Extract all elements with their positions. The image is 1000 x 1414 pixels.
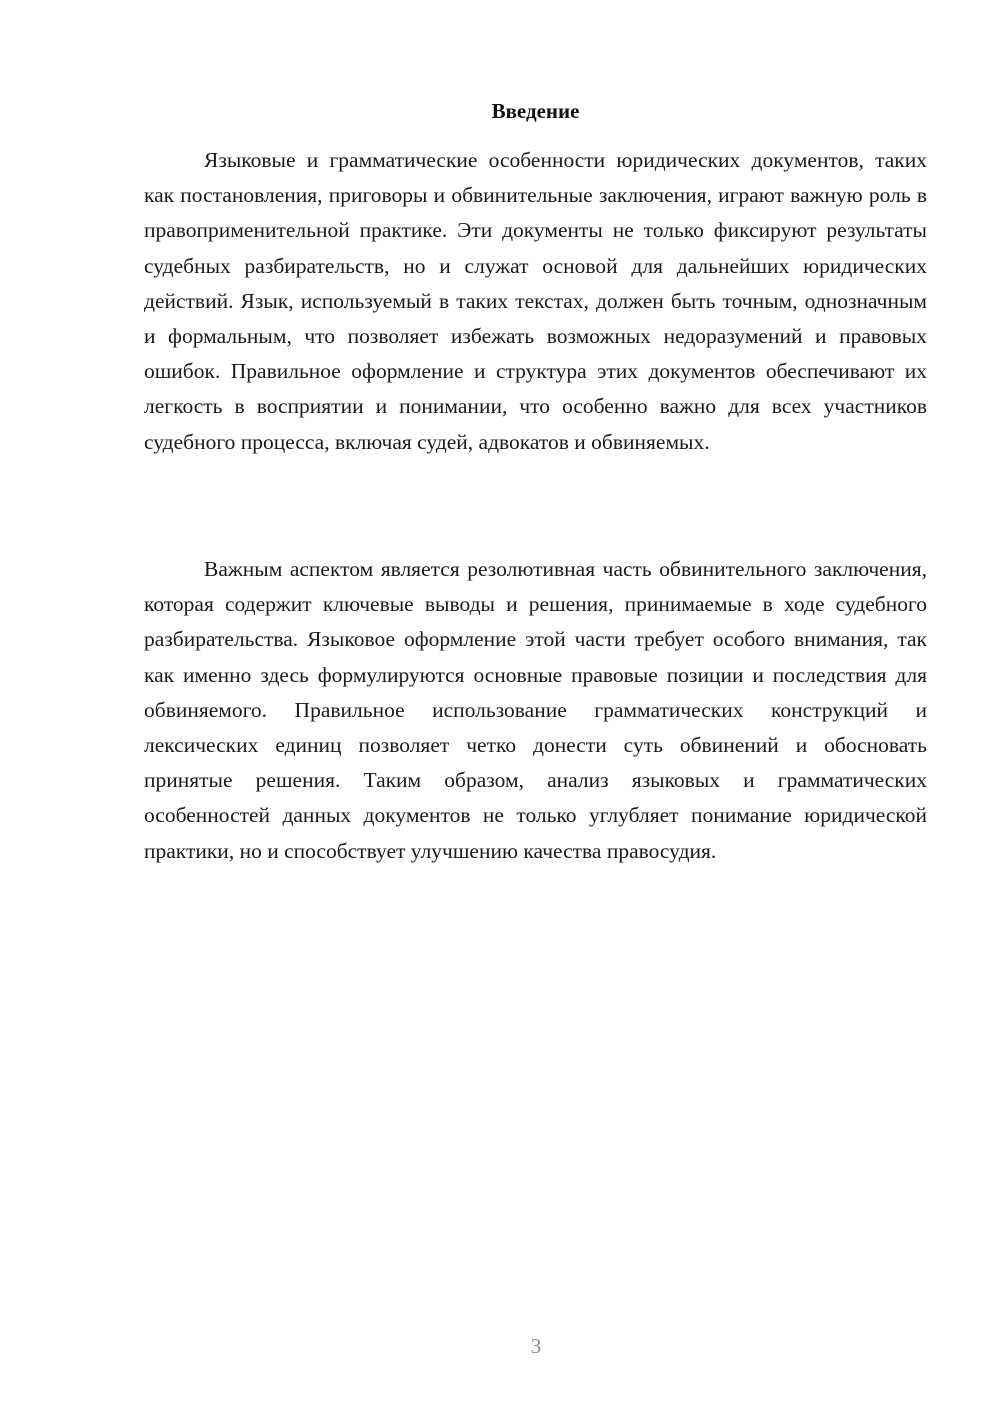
paragraph-resolution: Важным аспектом является резолютивная часть обвинительного заключения, которая содержит ключевые выводы и решения, принимаемые в ходе судебного разбирательства. Языковое оформление этой части требует особого внимания, так как именно здесь формулируются основные правовые позиции и последствия для обвиняемого. Правильное использование грамматических конструкций и лексических единиц позволяет четко донести суть обвинений и обосновать принятые решения. Таким образом, анализ языковых и грамматических особенностей данных документов не только углубляет понимание юридической практики, но и способствует улучшению качества правосудия. bbox=[144, 557, 927, 863]
section-heading: Введение bbox=[491, 99, 580, 123]
paragraph-intro: Языковые и грамматические особенности юридических документов, таких как постановления, приговоры и обвинительные заключения, играют важную роль в правоприменительной практике. Эти документы не только фиксируют результаты судебных разбирательств, но и служат основой для дальнейших юридических действий. Язык, используемый в таких текстах, должен быть точным, однозначным и формальным, что позволяет избежать возможных недоразумений и правовых ошибок. Правильное оформление и структура этих документов обеспечивают их легкость в восприятии и понимании, что особенно важно для всех участников судебного процесса, включая судей, адвокатов и обвиняемых. bbox=[144, 148, 927, 454]
page-number: 3 bbox=[530, 1334, 542, 1358]
